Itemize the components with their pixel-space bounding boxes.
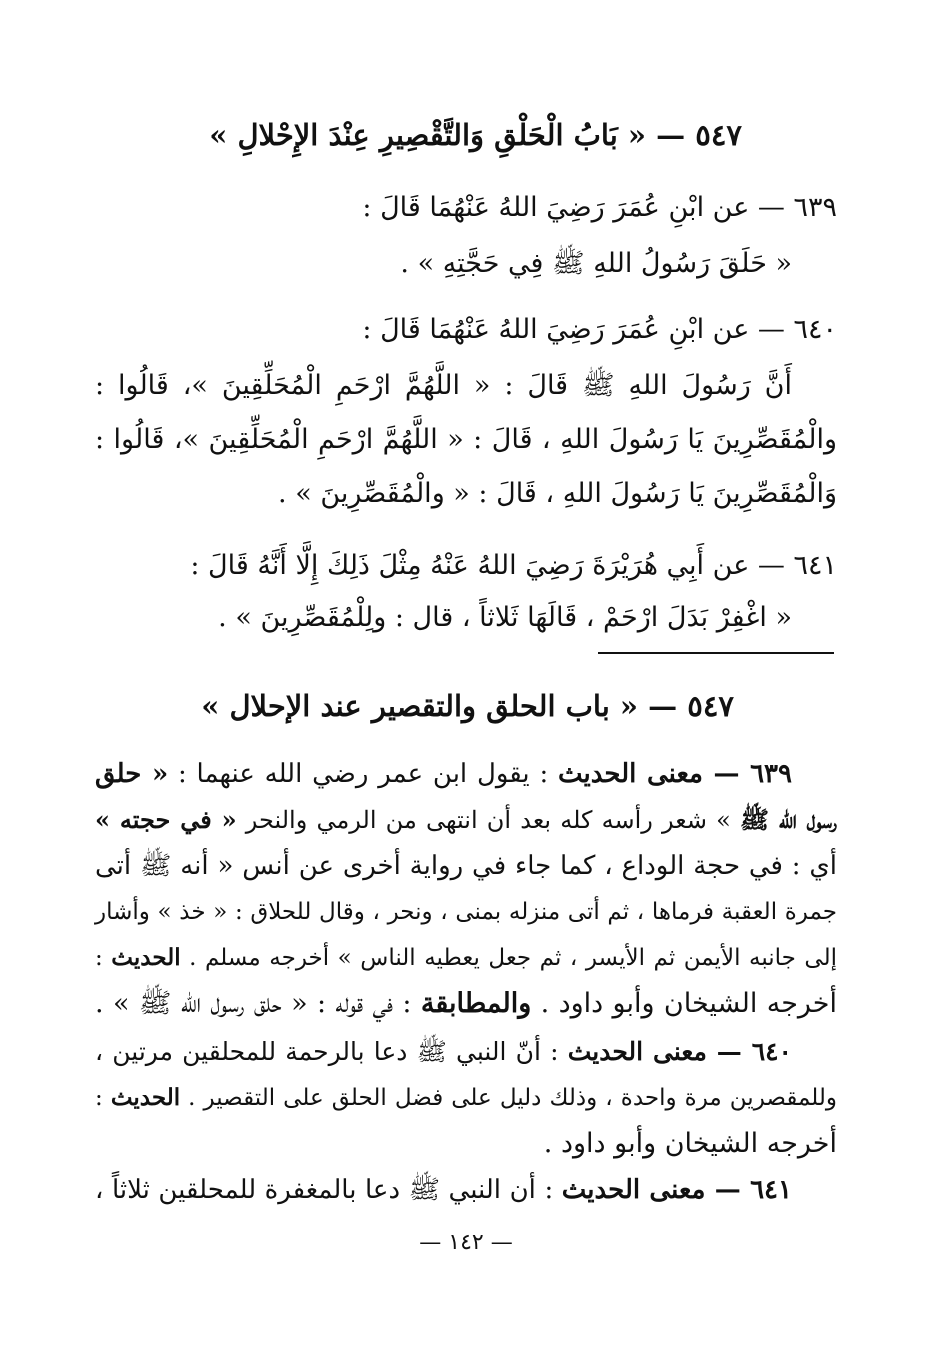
- hadith-639-text: « حَلَقَ رَسُولُ اللهِ ﷺ فِي حَجَّتِهِ » .: [400, 248, 792, 279]
- bold-heading: ٦٤١ — معنى الحديث: [561, 1175, 792, 1205]
- line-text: : أن النبي ﷺ دعا بالمغفرة للمحلقين ثلاثاً ،: [95, 1175, 562, 1205]
- line-text: » شعر رأسه كله بعد أن انتهى من الرمي والنحر: [236, 806, 740, 834]
- commentary-line-4: [95, 892, 837, 932]
- bold-heading: ٦٣٩ — معنى الحديث: [558, 759, 792, 789]
- commentary-line-9: [544, 1124, 837, 1164]
- section-divider: [598, 652, 834, 654]
- line-text: : أنّ النبي ﷺ دعا بالرحمة للمحلقين مرتين ،: [95, 1037, 568, 1066]
- hadith-641-line-1: ٦٤١ — عن أَبِي هُرَيْرَةَ رَضِيَ اللهُ عَنْهُ مِثْلَ ذَلِكَ إِلَّا أَنَّهُ قَالَ :: [190, 550, 837, 581]
- hadith-640-line-3: وَالْمُقَصِّرِينَ يَا رَسُولَ اللهِ ، قَالَ : « والْمُقَصِّرِينَ » .: [278, 478, 837, 509]
- commentary-line-5: [95, 938, 837, 978]
- hadith-640-intro: ٦٤٠ — عن ابْنِ عُمَرَ رَضِيَ اللهُ عَنْهُمَا قَالَ :: [362, 314, 837, 345]
- commentary-title: ٥٤٧ — « باب الحلق والتقصير عند الإحلال »: [201, 689, 734, 723]
- bold-phrase: والمطابقة: [420, 988, 532, 1019]
- line-text: جمرة العقبة فرماها ، ثم أتى منزله بمنى ، ونحر ، وقال للحلاق : « خذ » وأشار: [95, 899, 837, 925]
- bold-phrase: « حلق: [95, 759, 169, 789]
- commentary-line-2: [95, 800, 837, 840]
- line-text: : يقول ابن عمر رضي الله عنهما :: [168, 759, 559, 789]
- bold-phrase: الحديث: [111, 944, 181, 971]
- line-text: وللمقصرين مرة واحدة ، وذلك دليل على فضل الحلق على التقصير .: [180, 1085, 837, 1111]
- commentary-line-3: [95, 846, 837, 886]
- line-text: أخرجه الشيخان وأبو داود .: [531, 988, 837, 1019]
- line-text: :: [95, 945, 112, 971]
- commentary-line-1: [95, 754, 792, 794]
- bold-heading: ٦٤٠ — معنى الحديث: [567, 1037, 792, 1066]
- bold-phrase: « في حجته »: [95, 805, 237, 834]
- hadith-640-line-1: أَنَّ رَسُولَ اللهِ ﷺ قَالَ : « اللَّهُمَّ ارْحَمِ الْمُحَلِّقِينَ »، قَالُوا :: [95, 370, 792, 401]
- line-text: أخرجه الشيخان وأبو داود .: [543, 1128, 837, 1159]
- bold-heading: رسول الله ﷺ: [739, 805, 838, 834]
- chapter-title: ٥٤٧ — « بَابُ الْحَلْقِ وَالتَّقْصِيرِ عِنْدَ الإِحْلالِ »: [209, 118, 742, 152]
- line-text: : في قوله : « حلق رسول الله ﷺ » .: [95, 988, 421, 1019]
- bold-phrase: الحديث: [110, 1084, 181, 1111]
- line-text: إلى جانبه الأيمن ثم الأيسر ، ثم جعل يعطيه الناس » أخرجه مسلم .: [180, 945, 838, 971]
- page-number: — ١٤٢ —: [419, 1230, 513, 1255]
- hadith-641-line-2: « اغْفِرْ بَدَلَ ارْحَمْ ، قَالَهَا ثَلاثاً ، قال : ولِلْمُقَصِّرِينَ » .: [218, 602, 792, 633]
- commentary-line-8: [95, 1078, 837, 1118]
- commentary-line-10: [95, 1170, 792, 1210]
- commentary-line-6: [95, 984, 837, 1024]
- line-text: :: [95, 1085, 111, 1111]
- hadith-640-line-2: والْمُقَصِّرِينَ يَا رَسُولَ اللهِ ، قَالَ : « اللَّهُمَّ ارْحَمِ الْمُحَلِّقِينَ »، قَالُوا :: [95, 424, 837, 455]
- line-text: أي : في حجة الوداع ، كما جاء في رواية أخرى عن أنس « أنه ﷺ أتى: [95, 851, 837, 881]
- hadith-639-intro: ٦٣٩ — عن ابْنِ عُمَرَ رَضِيَ اللهُ عَنْهُمَا قَالَ :: [362, 192, 837, 223]
- commentary-line-7: [95, 1032, 792, 1072]
